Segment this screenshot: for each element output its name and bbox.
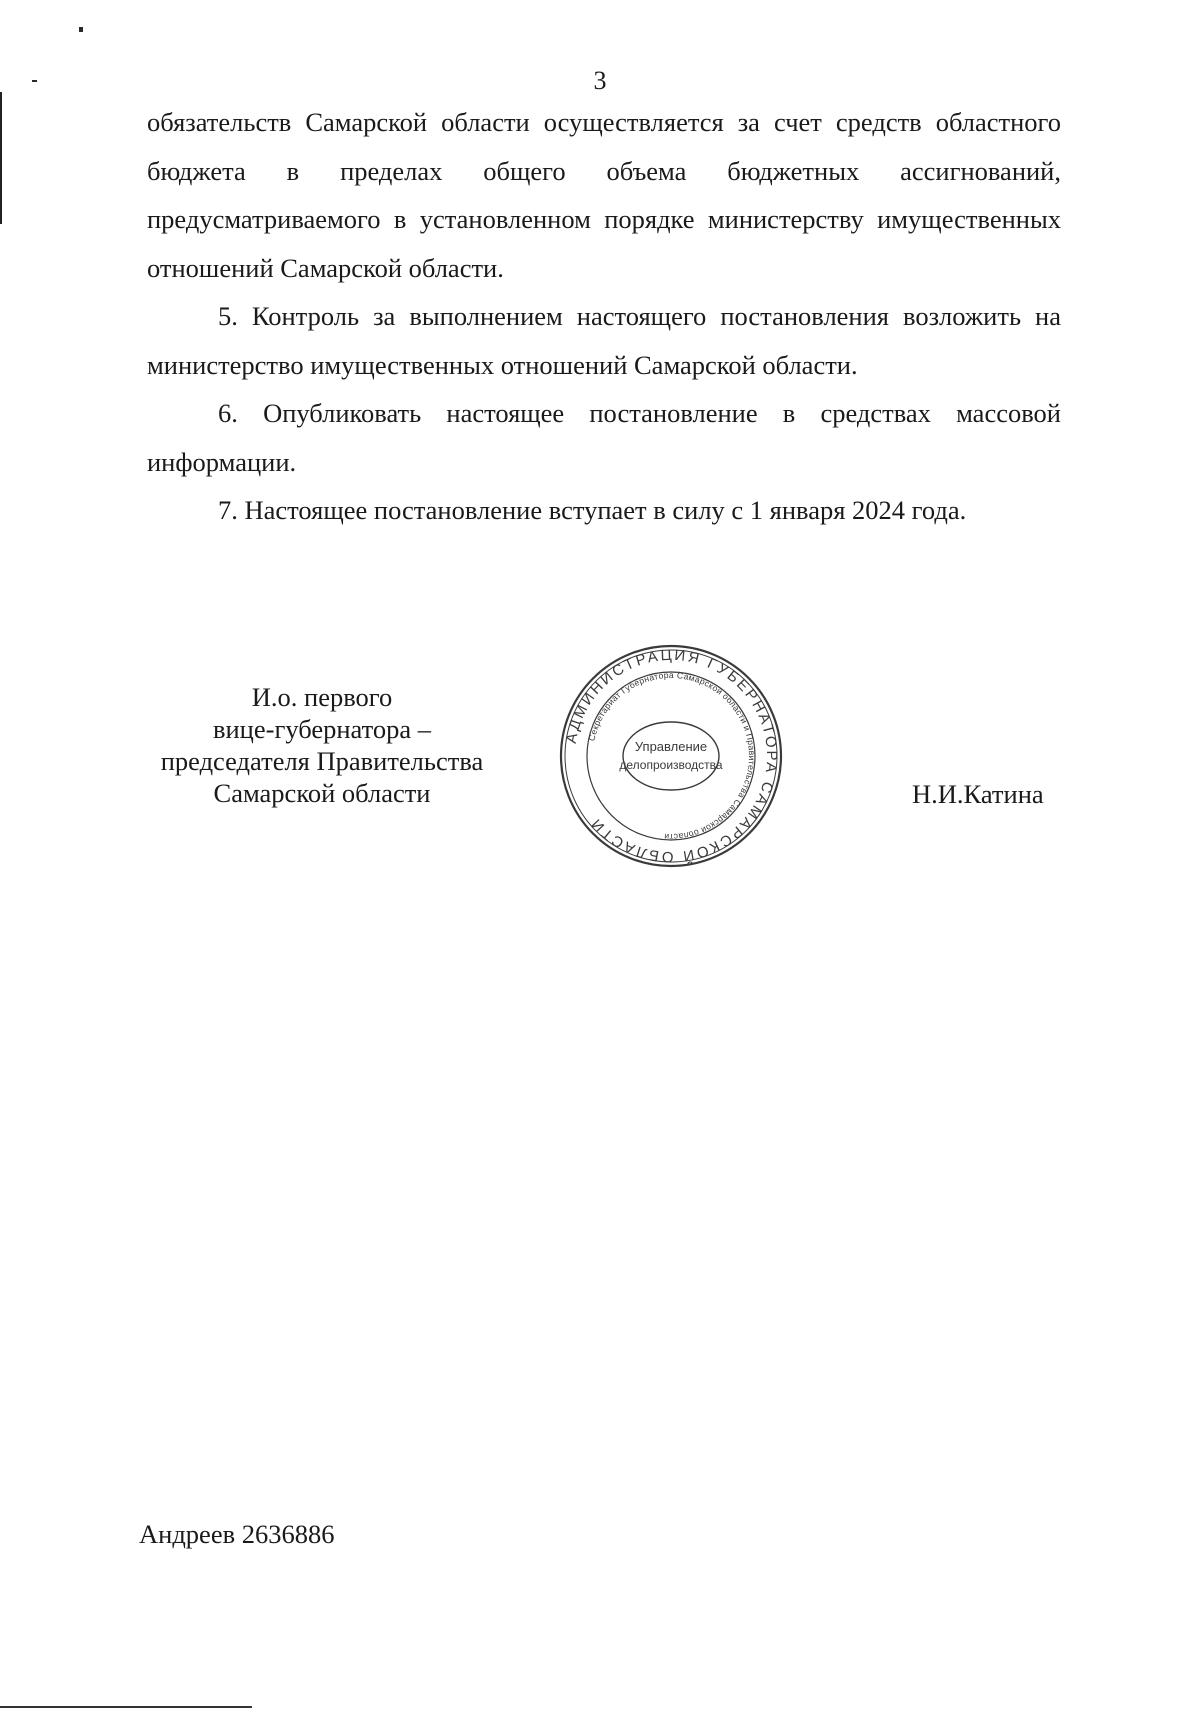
stamp-inner-text: Секретариат Губернатора Самарской области и Правительства Самарской области bbox=[586, 669, 758, 843]
executor-contact: Андреев 2636886 bbox=[139, 1519, 335, 1549]
stamp-center-line2: делопроизводства bbox=[619, 758, 723, 772]
paragraph-5: 5. Контроль за выполнением настоящего постановления возложить на министерство имущественных отношений Самарской области. bbox=[147, 301, 1061, 380]
official-stamp bbox=[556, 641, 786, 871]
scan-speck bbox=[79, 27, 83, 32]
signatory-title-line: И.о. первого bbox=[251, 682, 393, 712]
paragraph-7: 7. Настоящее постановление вступает в силу с 1 января 2024 года. bbox=[218, 495, 967, 525]
paragraph-continuation: обязательств Самарской области осуществляется за счет средств областного бюджета в пределах общего объема бюджетных ассигнований, предусматриваемого в установленном порядке министерству имущественных отношений Самарской области. bbox=[147, 107, 1061, 283]
document-body bbox=[147, 98, 1061, 535]
signatory-title-line: Самарской области bbox=[213, 778, 431, 808]
signatory-name: Н.И.Катина bbox=[912, 779, 1044, 809]
signatory-title bbox=[142, 681, 502, 809]
signatory-title-line: вице-губернатора – bbox=[212, 714, 431, 744]
scan-edge-mark bbox=[0, 92, 2, 224]
paragraph-6: 6. Опубликовать настоящее постановление в средствах массовой информации. bbox=[147, 398, 1061, 477]
stamp-center-line1: Управление bbox=[634, 739, 708, 754]
scan-bottom-mark bbox=[0, 1706, 252, 1708]
stamp-outer-text: АДМИНИСТРАЦИЯ ГУБЕРНАТОРА САМАРСКОЙ ОБЛАСТИ bbox=[562, 646, 781, 866]
signatory-title-line: председателя Правительства bbox=[160, 746, 484, 776]
page-number: 3 bbox=[593, 66, 607, 95]
